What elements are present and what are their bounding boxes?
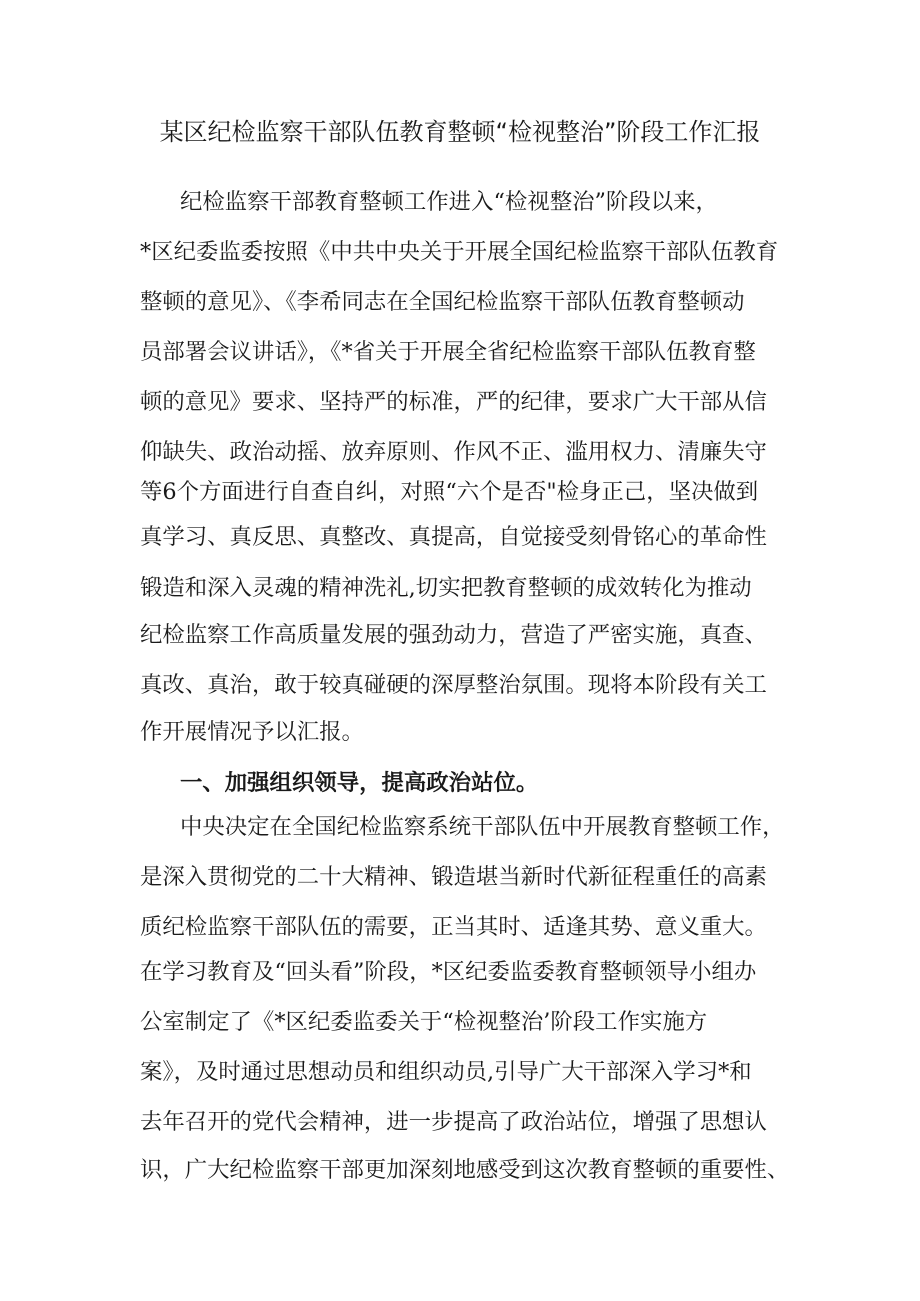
paragraph-1-line: 真改、真治，敢于较真碰硬的深厚整治氛围。现将本阶段有关工 [140,672,767,698]
paragraph-2-line: 质纪检监察干部队伍的需要，正当其时、适逢其势、意义重大。 [140,914,767,940]
document-title: 某区纪检监察干部队伍教育整顿“检视整治”阶段工作汇报 [159,118,761,146]
section-1-heading: 一、加强组织领导，提高政治站位。 [180,770,539,796]
paragraph-1-line: 等6个方面进行自查自纠，对照“六个是否"检身正己，坚决做到 [140,479,759,505]
paragraph-1-line: *区纪委监委按照《中共中央关于开展全国纪检监察干部队伍教育 [140,239,779,265]
paragraph-1-line: 纪检监察工作高质量发展的强劲动力，营造了严密实施，真查、 [140,622,767,648]
paragraph-2-line: 识，广大纪检监察干部更加深刻地感受到这次教育整顿的重要性、 [140,1157,790,1183]
paragraph-1-line: 整顿的意见》、《李希同志在全国纪检监察干部队伍教育整顿动 [140,289,745,315]
paragraph-1-line: 纪检监察干部教育整顿工作进入“检视整治”阶段以来， [180,189,718,215]
paragraph-1-line: 顿的意见》要求、坚持严的标准，严的纪律，要求广大干部从信 [140,389,767,415]
paragraph-2-line: 公室制定了《*区纪委监委关于“检视整治’阶段工作实施方 [140,1009,708,1035]
paragraph-1-line: 锻造和深入灵魂的精神洗礼,切实把教育整顿的成效转化为推动 [140,575,752,601]
paragraph-2-line: 中央决定在全国纪检监察系统干部队伍中开展教育整顿工作， [180,814,785,840]
paragraph-2-line: 案》，及时通过思想动员和组织动员,引导广大干部深入学习*和 [140,1059,752,1085]
paragraph-1-line: 作开展情况予以汇报。 [140,719,364,745]
paragraph-1-line: 仰缺失、政治动摇、放弃原则、作风不正、滥用权力、清廉失守 [140,439,767,465]
paragraph-2-line: 在学习教育及“回头看”阶段，*区纪委监委教育整顿领导小组办 [140,959,757,985]
paragraph-1-line: 真学习、真反思、真整改、真提高，自觉接受刻骨铭心的革命性 [140,524,767,550]
paragraph-2-line: 是深入贯彻党的二十大精神、锻造堪当新时代新征程重任的高素 [140,864,767,890]
paragraph-2-line: 去年召开的党代会精神，进一步提高了政治站位，增强了思想认 [140,1109,767,1135]
paragraph-1-line: 员部署会议讲话》，《*省关于开展全省纪检监察干部队伍教育整 [140,339,756,365]
